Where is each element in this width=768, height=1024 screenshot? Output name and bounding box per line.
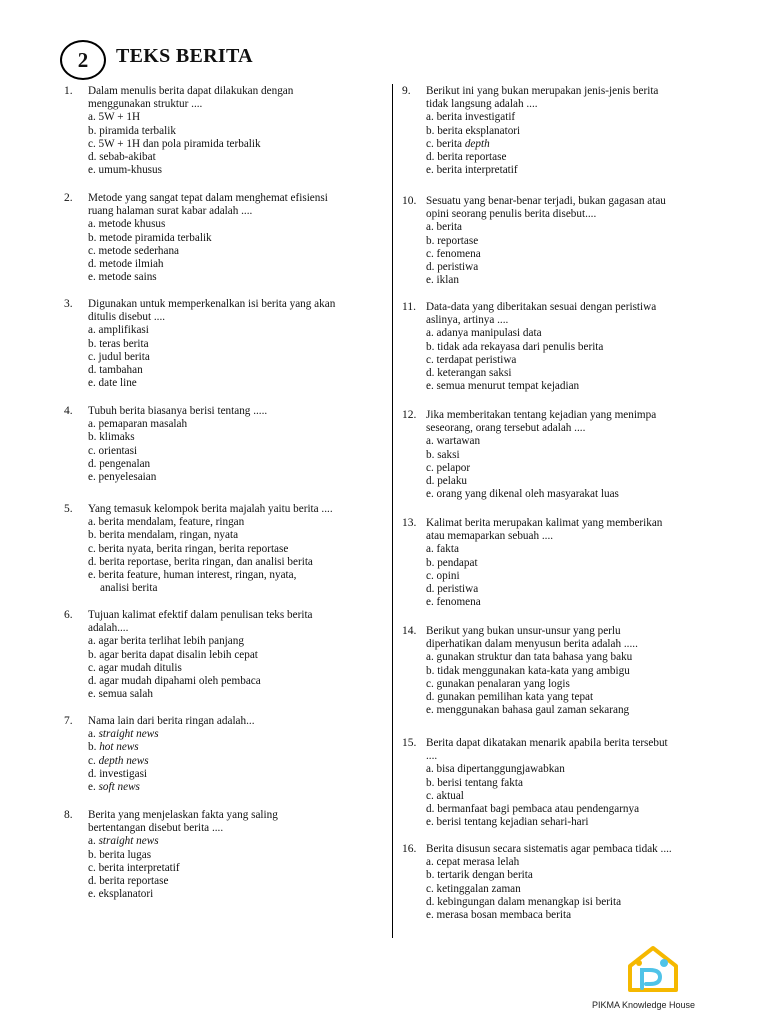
answer-option (88, 875, 369, 888)
option-text: straight news (98, 835, 159, 848)
question-number: 7. (64, 715, 73, 727)
answer-option: c. terdapat peristiwa (426, 353, 517, 366)
answer-option (88, 835, 369, 848)
answer-option: a. berita mendalam, feature, ringan (88, 516, 245, 529)
answer-option: e. date line (88, 377, 137, 390)
option-prefix: d. (88, 875, 100, 888)
answer-option (426, 125, 712, 138)
option-prefix: e. (88, 888, 99, 901)
answer-option: a. pemaparan masalah (88, 418, 188, 431)
option-prefix: b. (88, 848, 100, 861)
answer-option: b. klimaks (88, 431, 135, 444)
answer-option: d. tambahan (88, 364, 143, 377)
brand-name: PIKMA Knowledge House (592, 1000, 696, 1010)
question-text: atau memaparkan sebuah .... (426, 530, 554, 543)
question-item (64, 405, 369, 484)
question-text: adalah.... (88, 622, 129, 635)
column-divider (392, 84, 393, 938)
question-number: 4. (64, 405, 73, 417)
answer-option: c. fenomena (426, 247, 481, 260)
answer-option: e. menggunakan bahasa gaul zaman sekarang (426, 704, 630, 717)
question-text: Metode yang sangat tepat dalam menghemat efisiensi (88, 192, 328, 204)
answer-option: c. agar mudah ditulis (88, 661, 182, 674)
question-text: ruang halaman surat kabar adalah .... (88, 205, 253, 218)
question-item (402, 737, 712, 829)
question-item (402, 301, 712, 393)
option-text: eksplanatori (98, 888, 154, 901)
answer-option: c. orientasi (88, 444, 138, 457)
answer-option: e. orang yang dikenal oleh masyarakat luas (426, 488, 619, 501)
answer-option: d. bermanfaat bagi pembaca atau pendengarnya (426, 803, 640, 816)
answer-option: d. peristiwa (426, 583, 479, 596)
question-text: aslinya, artinya .... (426, 314, 509, 327)
answer-option (88, 755, 369, 768)
answer-option: c. aktual (426, 789, 464, 802)
option-text: hot news (99, 741, 139, 754)
answer-option (88, 741, 369, 754)
answer-option: e. merasa bosan membaca berita (426, 909, 572, 922)
answer-option: d. agar mudah dipahami oleh pembaca (88, 675, 261, 688)
answer-option: b. piramida terbalik (88, 124, 176, 137)
answer-option: a. bisa dipertanggungjawabkan (426, 763, 565, 776)
question-text: Berita dapat dikatakan menarik apabila berita tersebut (426, 737, 668, 749)
answer-option: a. fakta (426, 543, 459, 556)
question-item (64, 192, 369, 284)
answer-option: b. saksi (426, 448, 460, 461)
answer-option: d. kebingungan dalam menangkap isi berita (426, 895, 622, 908)
answer-option: b. teras berita (88, 337, 149, 350)
answer-option: b. metode piramida terbalik (88, 231, 212, 244)
option-prefix: c. (88, 861, 99, 874)
answer-option: b. berita mendalam, ringan, nyata (88, 529, 239, 542)
option-prefix: e. (426, 164, 437, 177)
question-number: 15. (402, 737, 417, 749)
answer-option (426, 111, 712, 124)
house-logo-icon (626, 944, 680, 994)
option-prefix: b. (88, 741, 100, 754)
question-number: 13. (402, 517, 417, 529)
answer-option: e. berisi tentang kejadian sehari-hari (426, 816, 589, 829)
question-item (402, 625, 712, 717)
answer-option: a. adanya manipulasi data (426, 327, 542, 340)
answer-option: a. agar berita terlihat lebih panjang (88, 635, 244, 648)
answer-option (88, 862, 369, 875)
question-item (64, 503, 369, 595)
answer-option: b. tertarik dengan berita (426, 869, 533, 882)
question-text: bertentangan disebut berita .... (88, 822, 224, 835)
option-prefix: b. (426, 124, 438, 137)
answer-option: a. gunakan struktur dan tata bahasa yang baku (426, 651, 633, 664)
question-item (402, 517, 712, 609)
question-item (64, 715, 369, 794)
answer-option: a. metode khusus (88, 218, 166, 231)
option-prefix: a. (88, 835, 99, 848)
answer-option: c. pelapor (426, 461, 471, 474)
answer-option (426, 138, 712, 151)
question-number: 12. (402, 409, 417, 421)
answer-option (426, 151, 712, 164)
answer-option-continuation: analisi berita (100, 582, 158, 595)
answer-option: e. iklan (426, 274, 459, 287)
question-text: Jika memberitakan tentang kejadian yang menimpa (426, 409, 657, 421)
question-text: Yang temasuk kelompok berita majalah yaitu berita .... (88, 503, 333, 515)
answer-option (88, 768, 369, 781)
answer-option: c. berita nyata, berita ringan, berita reportase (88, 542, 289, 555)
option-prefix: c. (88, 754, 99, 767)
question-item (64, 85, 369, 177)
answer-option: c. ketinggalan zaman (426, 882, 521, 895)
question-text: Data-data yang diberitakan sesuai dengan peristiwa (426, 301, 657, 313)
question-text: Berikut yang bukan unsur-unsur yang perlu (426, 625, 621, 637)
question-number: 6. (64, 609, 73, 621)
answer-option (88, 849, 369, 862)
answer-option: c. judul berita (88, 350, 150, 363)
answer-option: a. 5W + 1H (88, 111, 141, 124)
answer-option: b. tidak menggunakan kata-kata yang ambigu (426, 664, 630, 677)
answer-option: d. gunakan pemilihan kata yang tepat (426, 691, 594, 704)
question-number: 16. (402, 843, 417, 855)
answer-option: b. pendapat (426, 556, 478, 569)
answer-option: d. peristiwa (426, 261, 479, 274)
question-number: 14. (402, 625, 417, 637)
question-text: Tubuh berita biasanya berisi tentang ..... (88, 405, 268, 417)
question-text: .... (426, 750, 438, 763)
answer-option: b. agar berita dapat disalin lebih cepat (88, 648, 258, 661)
answer-option: e. umum-khusus (88, 164, 162, 177)
answer-option: e. fenomena (426, 596, 481, 609)
question-text: opini seorang penulis berita disebut.... (426, 208, 597, 221)
answer-option: b. tidak ada rekayasa dari penulis berita (426, 340, 604, 353)
question-text: diperhatikan dalam menyusun berita adalah ..... (426, 638, 638, 651)
answer-option: d. metode ilmiah (88, 258, 164, 271)
question-item (64, 609, 369, 701)
question-text: Berikut ini yang bukan merupakan jenis-jenis berita (426, 85, 659, 97)
question-item (64, 298, 369, 390)
question-text: tidak langsung adalah .... (426, 98, 538, 111)
answer-option: a. berita (426, 221, 463, 234)
answer-option: c. gunakan penalaran yang logis (426, 677, 570, 690)
question-item (402, 195, 712, 287)
question-text: Sesuatu yang benar-benar terjadi, bukan gagasan atau (426, 195, 666, 207)
answer-option: c. 5W + 1H dan pola piramida terbalik (88, 137, 261, 150)
answer-option (426, 164, 712, 177)
answer-option: b. reportase (426, 234, 479, 247)
option-prefix: d. (88, 767, 100, 780)
question-text: Kalimat berita merupakan kalimat yang memberikan (426, 517, 663, 529)
answer-option: a. cepat merasa lelah (426, 856, 520, 869)
question-text: Dalam menulis berita dapat dilakukan dengan (88, 85, 294, 97)
chapter-number-badge (60, 40, 106, 80)
answer-option: d. berita reportase, berita ringan, dan analisi berita (88, 555, 313, 568)
question-text: Berita disusun secara sistematis agar pembaca tidak .... (426, 843, 672, 855)
page-title: TEKS BERITA (116, 45, 253, 67)
option-text: depth news (98, 754, 149, 767)
question-number: 5. (64, 503, 73, 515)
question-text: seseorang, orang tersebut adalah .... (426, 422, 586, 435)
answer-option (88, 781, 369, 794)
option-text: soft news (98, 781, 140, 794)
question-text: Berita yang menjelaskan fakta yang saling (88, 809, 278, 821)
option-prefix: a. (426, 111, 437, 124)
answer-option: e. semua salah (88, 688, 153, 701)
answer-option: c. opini (426, 569, 460, 582)
question-number: 10. (402, 195, 417, 207)
option-prefix: c. berita (426, 137, 465, 150)
question-item (402, 409, 712, 501)
answer-option: a. amplifikasi (88, 324, 149, 337)
question-number: 2. (64, 192, 73, 204)
option-text: investigasi (99, 767, 148, 780)
option-text: berita reportase (99, 875, 169, 888)
question-text: menggunakan struktur .... (88, 98, 203, 111)
option-prefix: d. (426, 151, 438, 164)
answer-option: c. metode sederhana (88, 244, 180, 257)
question-text: ditulis disebut .... (88, 311, 166, 324)
answer-option: e. berita feature, human interest, ringan, nyata, (88, 569, 297, 582)
answer-option (88, 888, 369, 901)
question-text: Tujuan kalimat efektif dalam penulisan teks berita (88, 609, 313, 621)
option-text: straight news (98, 728, 159, 741)
answer-option: d. pelaku (426, 475, 468, 488)
question-text: Nama lain dari berita ringan adalah... (88, 715, 255, 727)
option-text: berita interpretatif (436, 164, 518, 177)
answer-option: d. pengenalan (88, 457, 151, 470)
answer-option: a. wartawan (426, 435, 481, 448)
question-item (64, 809, 369, 901)
option-text: berita interpretatif (98, 861, 180, 874)
question-item (402, 85, 712, 177)
question-item (402, 843, 712, 922)
question-text: Digunakan untuk memperkenalkan isi berita yang akan (88, 298, 336, 310)
answer-option: e. metode sains (88, 271, 157, 284)
answer-option: e. penyelesaian (88, 471, 157, 484)
option-text: depth (464, 137, 490, 150)
chapter-number: 2 (77, 47, 89, 72)
answer-option: b. berisi tentang fakta (426, 776, 523, 789)
answer-option: d. sebab-akibat (88, 151, 156, 164)
question-number: 9. (402, 85, 411, 97)
answer-option: d. keterangan saksi (426, 367, 512, 380)
option-text: berita eksplanatori (437, 124, 521, 137)
question-number: 8. (64, 809, 73, 821)
option-text: berita lugas (99, 848, 152, 861)
option-prefix: a. (88, 728, 99, 741)
option-text: berita investigatif (436, 111, 516, 124)
option-text: berita reportase (437, 151, 507, 164)
question-number: 3. (64, 298, 73, 310)
answer-option (88, 728, 369, 741)
answer-option: e. semua menurut tempat kejadian (426, 380, 580, 393)
question-number: 1. (64, 85, 73, 97)
question-number: 11. (402, 301, 416, 313)
option-prefix: e. (88, 781, 99, 794)
